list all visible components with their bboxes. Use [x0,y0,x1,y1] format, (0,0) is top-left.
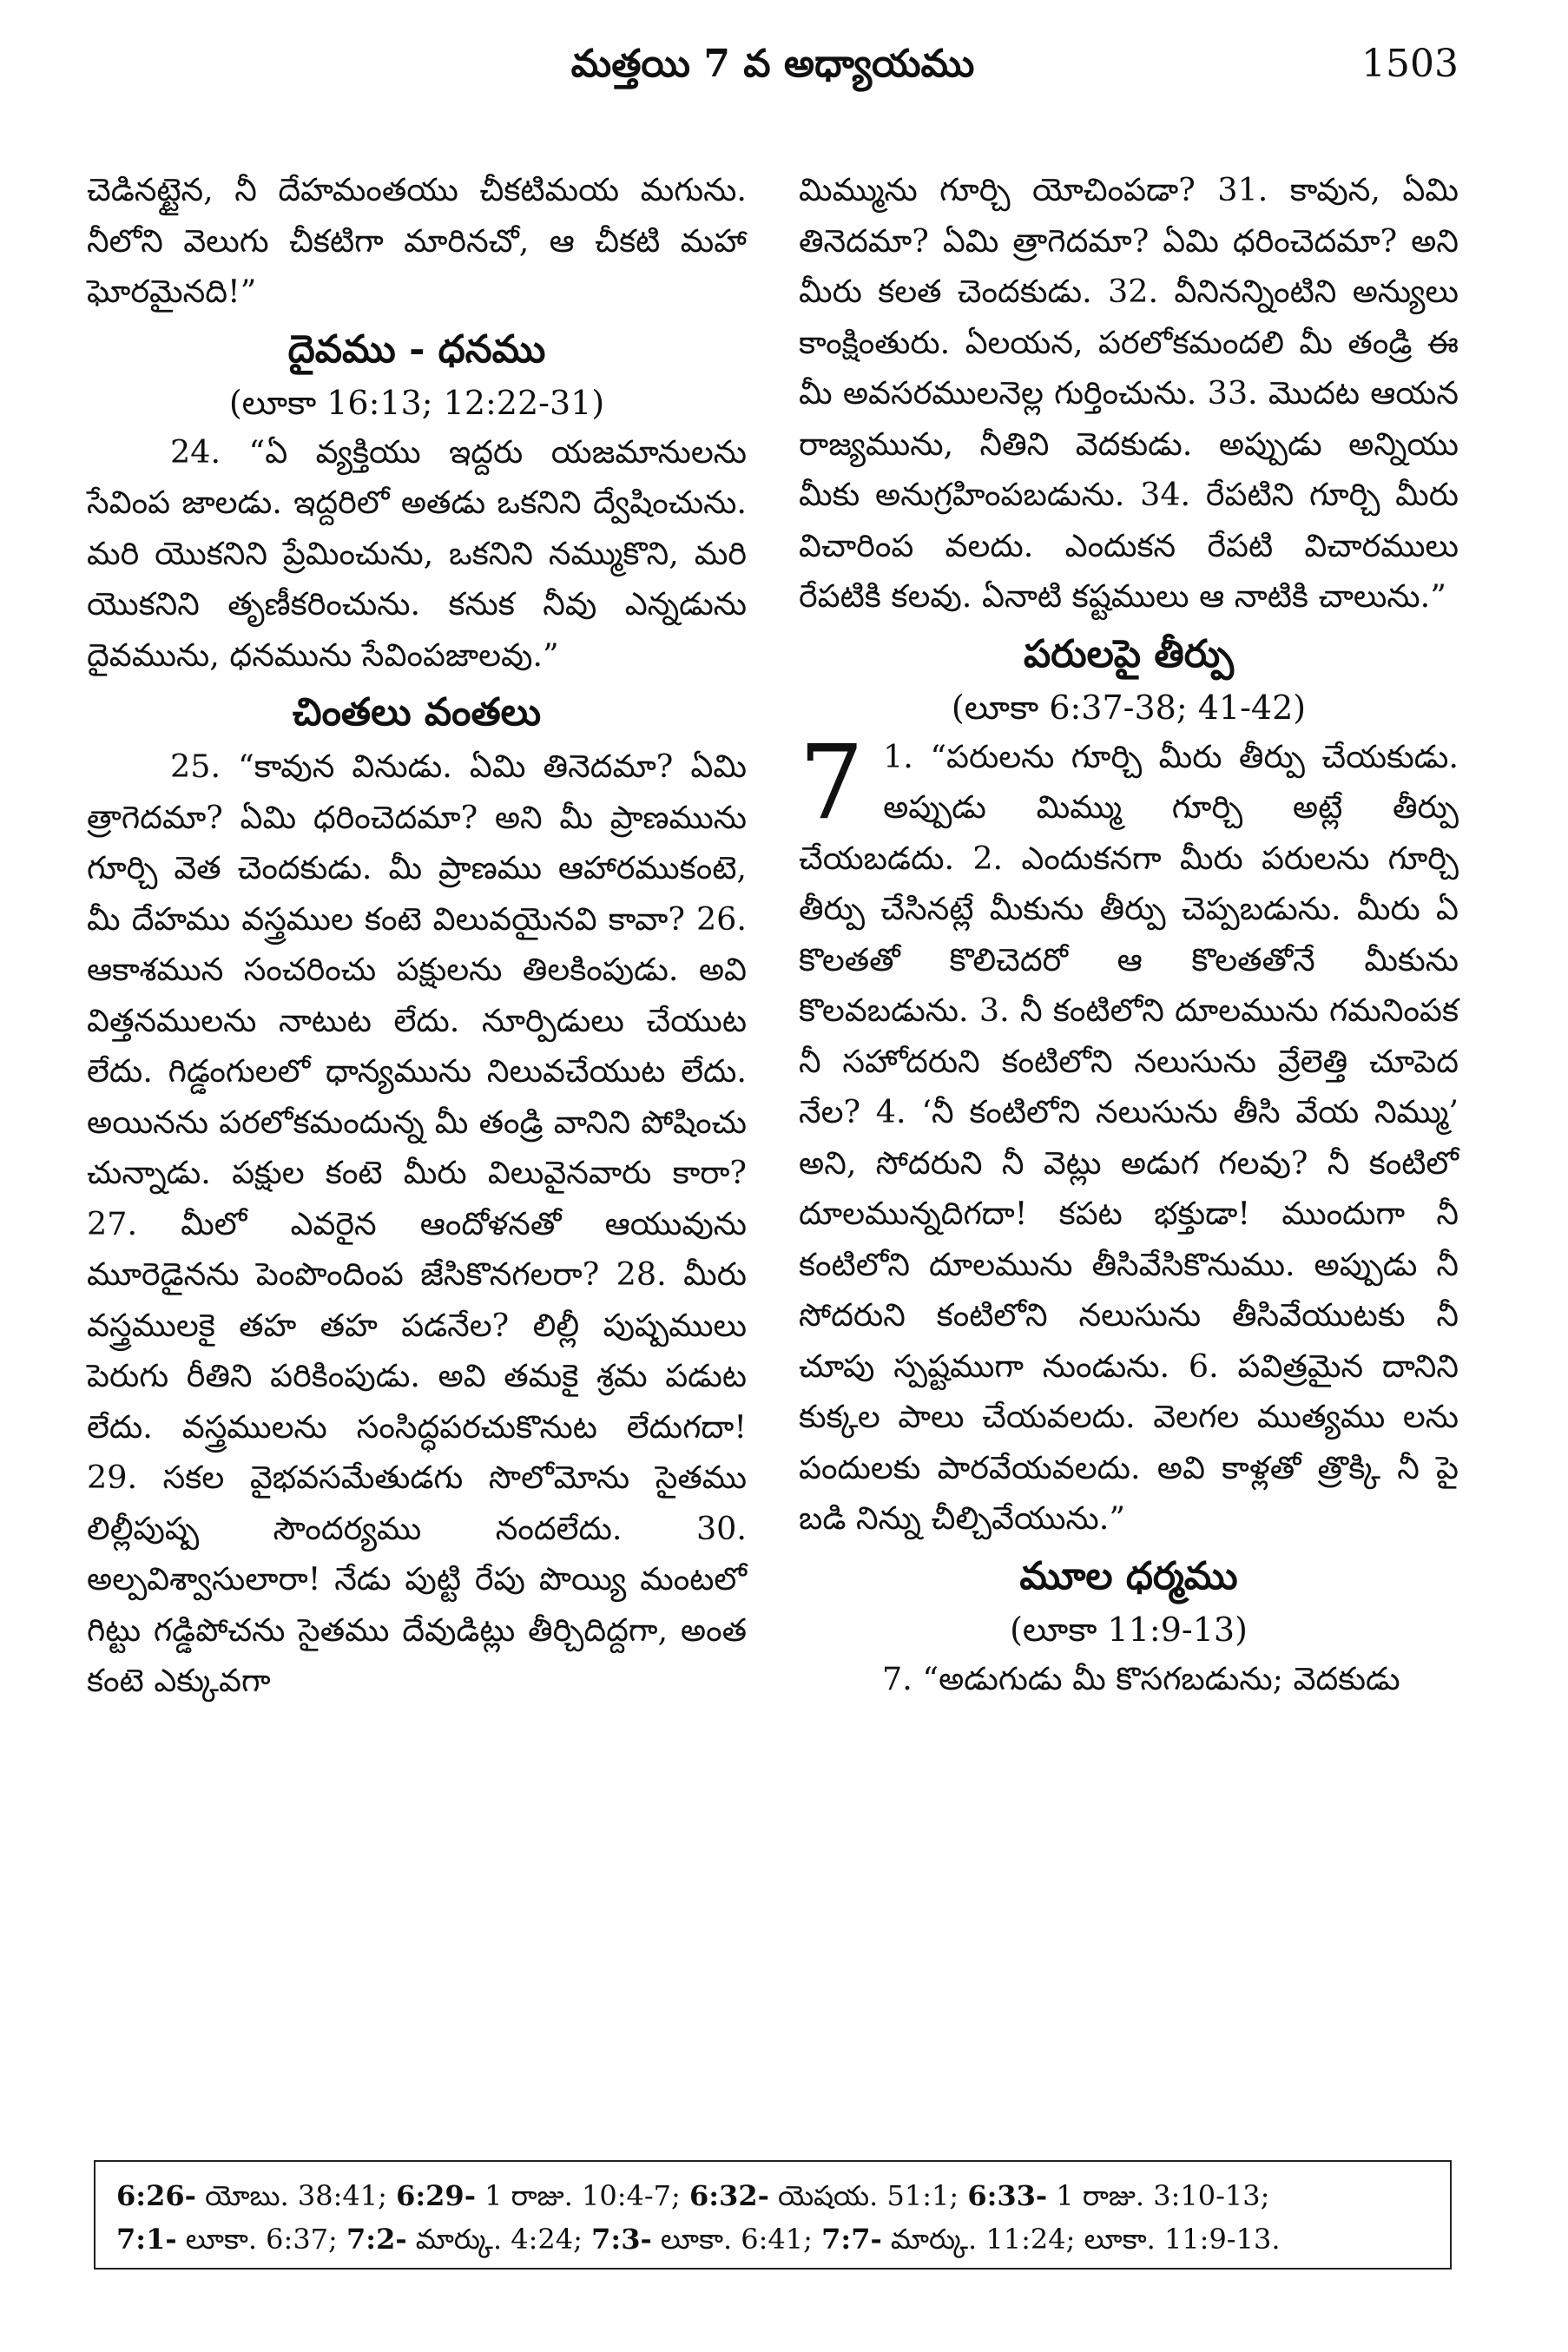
paragraph: 25. “కావున వినుడు. ఏమి తినెదమా? ఏమి త్రాగెదమా? ఏమి ధరించెదమా? అని మీ ప్రాణమును గూర్చి వెత చెందకుడు. మీ ప్రాణము ఆహారముకంటె, మీ దేహము వస్త్రముల కంటె విలువయైనవి కావా? 26. ఆకాశమున సంచరించు పక్షులను తిలకింపుడు. అవి విత్తనములను నాటుట లేదు. నూర్పిడులు చేయుట లేదు. గిడ్డంగులలో ధాన్యమును నిలువచేయుట లేదు. అయినను పరలోకమందున్న మీ తండ్రి వానిని పోషించు చున్నాడు. పక్షుల కంటె మీరు విలువైనవారు కారా? 27. మీలో ఎవరైన ఆందోళనతో ఆయువును మూరెడైనను పెంపొందింప జేసికొనగలరా? 28. మీరు వస్త్రములకై తహ తహ పడనేల? లిల్లీ పుష్పములు పెరుగు రీతిని పరికింపుడు. అవి తమకై శ్రమ పడుట లేదు. వస్త్రములను సంసిద్ధపరచుకొనుట లేదుగదా! 29. సకల వైభవసమేతుడగు సొలోమోను సైతము లిల్లీపుష్ప సౌందర్యము నందలేదు. 30. అల్పవిశ్వాసులారా! నేడు పుట్టి రేపు పొయ్యి మంటలో గిట్టు గడ్డిపోచను సైతము దేవుడిట్లు తీర్చిదిద్దగా, అంత కంటె ఎక్కువగా [87,748,747,1699]
section-heading: మూల ధర్మము [1019,1553,1238,1598]
footnote-ref: 6:33- [967,2179,1048,2212]
footnote-ref: 6:26- [116,2179,196,2212]
footnote-ref: 7:3- [591,2223,652,2256]
page-header [87,42,1459,111]
paragraph: చెడినట్టైన, నీ దేహమంతయు చీకటిమయ మగును. నీలోని వెలుగు చీకటిగా మారినచో, ఆ చీకటి మహా ఘోరమైనది!” [87,171,747,310]
cross-reference: (లూకా 6:37-38; 41-42) [951,688,1307,727]
cross-reference: (లూకా 16:13; 12:22-31) [228,383,605,422]
section-heading: దైవము - ధనము [287,326,546,372]
left-column [87,165,747,1707]
footnote-text: 1 రాజు. 10:4-7; [475,2179,689,2212]
page-number: 1503 [1361,42,1459,86]
footnote-ref: 7:7- [821,2223,882,2256]
paragraph: 24. “ఏ వ్యక్తియు ఇద్దరు యజమానులను సేవింప జాలడు. ఇద్దరిలో అతడు ఒకనిని ద్వేషించును. మరి యొకనిని ప్రేమించును, ఒకనిని నమ్ముకొని, మరి యొకనిని తృణీకరించును. కనుక నీవు ఎన్నడును దైవమును, ధనమును సేవింపజాలవు.” [87,432,747,674]
footnote-text: యెషయ. 51:1; [768,2179,968,2212]
footnote-ref: 6:32- [688,2179,769,2212]
footnote-text: మార్కు. 4:24; [406,2223,592,2256]
footnote-line [116,2217,1429,2261]
chapter-number: 7 [799,721,865,842]
paragraph: 7. “అడుగుడు మీ కొసగబడును; వెదకుడు [882,1659,1400,1697]
chapter-paragraph [799,721,1459,1545]
footnote-text: లూకా. 6:41; [651,2223,822,2256]
page-title: మత్తయి 7 వ అధ్యాయము [570,42,975,86]
footnote-text: 1 రాజు. 3:10-13; [1047,2179,1270,2212]
section-heading: చింతలు వంతలు [292,690,542,735]
cross-reference: (లూకా 11:9-13) [1010,1610,1248,1649]
footnote-ref: 7:1- [116,2223,177,2256]
footnote-ref: 6:29- [396,2179,476,2212]
footnote-ref: 7:2- [346,2223,407,2256]
footnote-line [116,2174,1429,2217]
paragraph: మిమ్మును గూర్చి యోచింపడా? 31. కావున, ఏమి తినెదమా? ఏమి త్రాగెదమా? ఏమి ధరించెదమా? అని మీరు కలత చెందకుడు. 32. వీనినన్నింటిని అన్యులు కాంక్షింతురు. ఏలయన, పరలోకమందలి మీ తండ్రి ఈ మీ అవసరములనెల్ల గుర్తించును. 33. మొదట ఆయన రాజ్యమును, నీతిని వెదకుడు. అప్పుడు అన్నియు మీకు అనుగ్రహింపబడును. 34. రేపటిని గూర్చి మీరు విచారింప వలదు. ఎందుకన రేపటి విచారములు రేపటికి కలవు. ఏనాటి కష్టములు ఆ నాటికి చాలును.” [799,171,1459,615]
footnote-text: యోబు. 38:41; [195,2179,397,2212]
footnote-text: లూకా. 6:37; [176,2223,346,2256]
right-column [799,165,1459,1704]
paragraph-text: 1. “పరులను గూర్చి మీరు తీర్పు చేయకుడు. అప్పుడు మిమ్ము గూర్చి అట్లే తీర్పు చేయబడదు. 2. ఎందుకనగా మీరు పరులను గూర్చి తీర్పు చేసినట్లే మీకును తీర్పు చెప్పబడును. మీరు ఏ కొలతతో కొలిచెదరో ఆ కొలతతోనే మీకును కొలవబడును. 3. నీ కంటిలోని దూలమును గమనింపక నీ సహోదరుని కంటిలోని నలుసును వ్రేలెత్తి చూపెద నేల? 4. ‘నీ కంటిలోని నలుసును తీసి వేయ నిమ్ము’ అని, సోదరుని నీ వెట్లు అడుగ గలవు? నీ కంటిలో దూలమున్నదిగదా! కపట భక్తుడా! ముందుగా నీ కంటిలోని దూలమును తీసివేసికొనుము. అప్పుడు నీ సోదరుని కంటిలోని నలుసును తీసివేయుటకు నీ చూపు స్పష్టముగా నుండును. 6. పవిత్రమైన దానిని కుక్కల పాలు చేయవలదు. వెలగల ముత్యము లను పందులకు పారవేయవలదు. అవి కాళ్లతో త్రొక్కి నీ పై బడి నిన్ను చీల్చివేయును.” [799,737,1459,1537]
footnote-text: మార్కు. 11:24; లూకా. 11:9-13. [881,2223,1281,2256]
footnotes-box [94,2160,1452,2270]
section-heading: పరులపై తీర్పు [1023,631,1235,676]
